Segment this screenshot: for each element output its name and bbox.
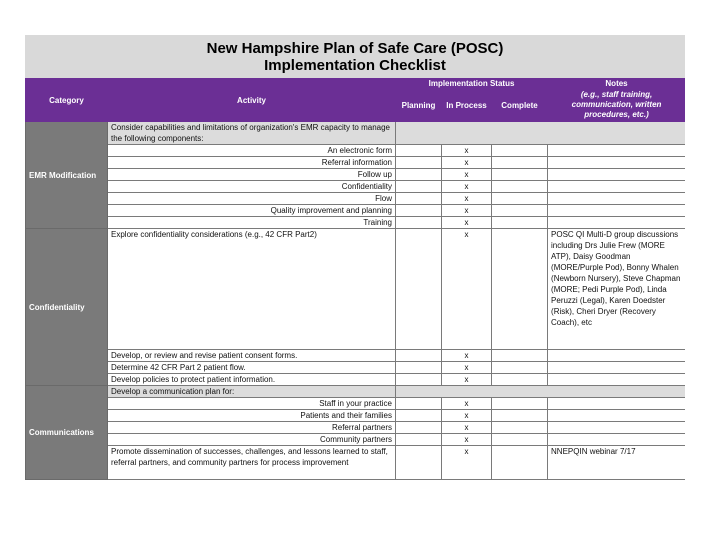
planning-cell: [396, 145, 442, 157]
planning-cell: [396, 374, 442, 386]
complete-cell: [492, 398, 548, 410]
table-row: [26, 398, 686, 410]
header-row-1: [26, 79, 686, 89]
complete-cell: [492, 362, 548, 374]
planning-cell: [396, 362, 442, 374]
planning-cell: [396, 193, 442, 205]
complete-cell: [492, 193, 548, 205]
table-row: [26, 157, 686, 169]
activity-cell: Confidentiality: [108, 181, 396, 193]
planning-cell: [396, 157, 442, 169]
table-row: [26, 350, 686, 362]
complete-cell: [492, 181, 548, 193]
in-process-cell: x: [442, 205, 492, 217]
category-emr: EMR Modification: [26, 122, 108, 229]
activity-cell: Staff in your practice: [108, 398, 396, 410]
notes-cell: [548, 410, 685, 422]
table-row: [26, 434, 686, 446]
comm-intro: Develop a communication plan for:: [108, 386, 396, 398]
notes-cell: [548, 181, 685, 193]
notes-cell: [548, 434, 685, 446]
checklist-sheet: [25, 35, 685, 510]
in-process-cell: x: [442, 410, 492, 422]
table-row: [26, 422, 686, 434]
activity-cell: Flow: [108, 193, 396, 205]
table-row: [26, 410, 686, 422]
activity-cell: Community partners: [108, 434, 396, 446]
category-communications: Communications: [26, 386, 108, 480]
table-row: [26, 374, 686, 386]
activity-cell: Referral information: [108, 157, 396, 169]
in-process-cell: x: [442, 229, 492, 350]
activity-cell: Determine 42 CFR Part 2 patient flow.: [108, 362, 396, 374]
activity-cell: Follow up: [108, 169, 396, 181]
in-process-cell: x: [442, 169, 492, 181]
in-process-cell: x: [442, 374, 492, 386]
notes-cell: [548, 362, 685, 374]
emr-intro: Consider capabilities and limitations of organization's EMR capacity to manage the following components:: [108, 122, 396, 145]
complete-cell: [492, 157, 548, 169]
activity-cell: An electronic form: [108, 145, 396, 157]
activity-cell: Training: [108, 217, 396, 229]
emr-intro-filler: [396, 122, 686, 145]
complete-cell: [492, 422, 548, 434]
title-line1: New Hampshire Plan of Safe Care (POSC): [206, 40, 504, 57]
activity-cell: Patients and their families: [108, 410, 396, 422]
planning-cell: [396, 398, 442, 410]
complete-cell: [492, 145, 548, 157]
planning-cell: [396, 410, 442, 422]
notes-cell: [548, 157, 685, 169]
complete-cell: [492, 350, 548, 362]
header-in-process: In Process: [442, 89, 492, 122]
planning-cell: [396, 217, 442, 229]
notes-cell: [548, 350, 685, 362]
comm-intro-filler: [396, 386, 686, 398]
table-row: [26, 362, 686, 374]
planning-cell: [396, 446, 442, 480]
table-row: [26, 145, 686, 157]
notes-cell: [548, 217, 685, 229]
table-row: [26, 181, 686, 193]
in-process-cell: x: [442, 422, 492, 434]
activity-cell: Quality improvement and planning: [108, 205, 396, 217]
emr-intro-row: [26, 122, 686, 145]
in-process-cell: x: [442, 398, 492, 410]
table-row: [26, 229, 686, 350]
complete-cell: [492, 217, 548, 229]
planning-cell: [396, 350, 442, 362]
header-complete: Complete: [492, 89, 548, 122]
planning-cell: [396, 205, 442, 217]
complete-cell: [492, 410, 548, 422]
comm-intro-row: [26, 386, 686, 398]
in-process-cell: x: [442, 181, 492, 193]
planning-cell: [396, 422, 442, 434]
in-process-cell: x: [442, 217, 492, 229]
activity-cell: Explore confidentiality considerations (e.g., 42 CFR Part2): [108, 229, 396, 350]
table-row: [26, 446, 686, 480]
planning-cell: [396, 229, 442, 350]
notes-cell: [548, 374, 685, 386]
activity-cell: Promote dissemination of successes, challenges, and lessons learned to staff, referral partners, and community partners for process improvement: [108, 446, 396, 480]
category-confidentiality: Confidentiality: [26, 229, 108, 386]
header-category: Category: [26, 79, 108, 122]
complete-cell: [492, 169, 548, 181]
in-process-cell: x: [442, 362, 492, 374]
checklist-table: [25, 78, 685, 480]
header-notes-title: Notes: [548, 79, 685, 89]
table-row: [26, 169, 686, 181]
notes-cell: [548, 422, 685, 434]
activity-cell: Referral partners: [108, 422, 396, 434]
complete-cell: [492, 205, 548, 217]
planning-cell: [396, 169, 442, 181]
in-process-cell: x: [442, 446, 492, 480]
header-notes-sub: (e.g., staff training, communication, written procedures, etc.): [548, 89, 685, 122]
header-status-group: Implementation Status: [396, 79, 548, 89]
notes-cell: [548, 145, 685, 157]
activity-cell: Develop policies to protect patient information.: [108, 374, 396, 386]
notes-cell: POSC QI Multi-D group discussions including Drs Julie Frew (MORE ATP), Daisy Goodman (MORE/Purple Pod), Bonny Whalen (Newborn Nursery), Steve Chapman (MORE; Pedi Purple Pod), Linda Peruzzi (Legal), Karen Doedster (Risk), Cheri Dryer (Recovery Coach), etc: [548, 229, 685, 350]
planning-cell: [396, 434, 442, 446]
in-process-cell: x: [442, 157, 492, 169]
notes-cell: [548, 169, 685, 181]
table-row: [26, 193, 686, 205]
complete-cell: [492, 434, 548, 446]
in-process-cell: x: [442, 434, 492, 446]
activity-cell: Develop, or review and revise patient consent forms.: [108, 350, 396, 362]
table-row: [26, 205, 686, 217]
planning-cell: [396, 181, 442, 193]
complete-cell: [492, 229, 548, 350]
in-process-cell: x: [442, 350, 492, 362]
in-process-cell: x: [442, 145, 492, 157]
complete-cell: [492, 374, 548, 386]
page-title: [25, 35, 685, 78]
header-planning: Planning: [396, 89, 442, 122]
header-activity: Activity: [108, 79, 396, 122]
title-line2: Implementation Checklist: [264, 57, 446, 74]
notes-cell: NNEPQIN webinar 7/17: [548, 446, 685, 480]
notes-cell: [548, 398, 685, 410]
notes-cell: [548, 193, 685, 205]
notes-cell: [548, 205, 685, 217]
complete-cell: [492, 446, 548, 480]
table-row: [26, 217, 686, 229]
in-process-cell: x: [442, 193, 492, 205]
